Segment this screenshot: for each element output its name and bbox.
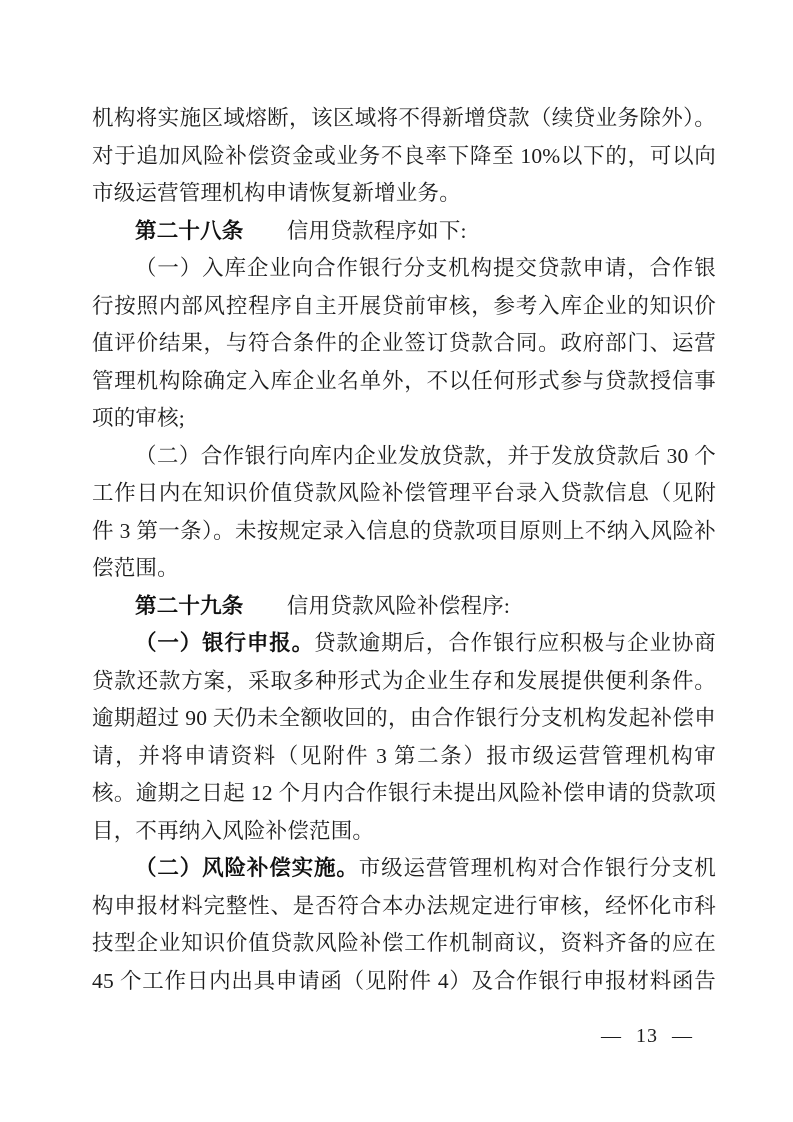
paragraph-continuation — [92, 100, 716, 213]
paragraph-item-1 — [92, 250, 716, 438]
paragraph-text: （一）入库企业向合作银行分支机构提交贷款申请，合作银行按照内部风控程序自主开展贷前审核，参考入库企业的知识价值评价结果，与符合条件的企业签订贷款合同。政府部门、运营管理机构除确定入库企业名单外，不以任何形式参与贷款授信事项的审核; — [92, 256, 716, 430]
paragraph-bank-declare — [92, 625, 716, 850]
document-body — [92, 100, 716, 1000]
paragraph-text: 市级运营管理机构对合作银行分支机构申报材料完整性、是否符合本办法规定进行审核，经怀化市科技型企业知识价值贷款风险补偿工作机制商议，资料齐备的应在 45 个工作日内出具申请函（见附件 4）及合作银行申报材料函告 — [92, 856, 716, 993]
paragraph-item-2 — [92, 438, 716, 588]
page-number: — 13 — — [601, 1025, 693, 1047]
paragraph-lead-bold: （二）风险补偿实施。 — [135, 856, 359, 880]
paragraph-text: 贷款逾期后，合作银行应积极与企业协商贷款还款方案，采取多种形式为企业生存和发展提供便利条件。逾期超过 90 天仍未全额收回的，由合作银行分支机构发起补偿申请，并将申请资料（见附件 3 第二条）报市级运营管理机构审核。逾期之日起 12 个月内合作银行未提出风险补偿申请的贷款项目，不再纳入风险补偿范围。 — [92, 631, 716, 843]
article-29-number: 第二十九条 — [135, 593, 244, 618]
article-29-heading — [92, 588, 716, 626]
paragraph-lead-bold: （一）银行申报。 — [135, 631, 314, 655]
article-28-number: 第二十八条 — [135, 218, 244, 243]
paragraph-text: （二）合作银行向库内企业发放贷款，并于发放贷款后 30 个工作日内在知识价值贷款风险补偿管理平台录入贷款信息（见附件 3 第一条）。未按规定录入信息的贷款项目原则上不纳入风险补偿范围。 — [92, 443, 716, 580]
paragraph-text: 机构将实施区域熔断，该区域将不得新增贷款（续贷业务除外）。对于追加风险补偿资金或业务不良率下降至 10%以下的，可以向市级运营管理机构申请恢复新增业务。 — [92, 106, 716, 205]
paragraph-risk-compensation — [92, 850, 716, 1000]
article-28-heading — [92, 213, 716, 251]
article-28-title: 信用贷款程序如下: — [243, 218, 467, 243]
article-29-title: 信用贷款风险补偿程序: — [243, 593, 511, 618]
